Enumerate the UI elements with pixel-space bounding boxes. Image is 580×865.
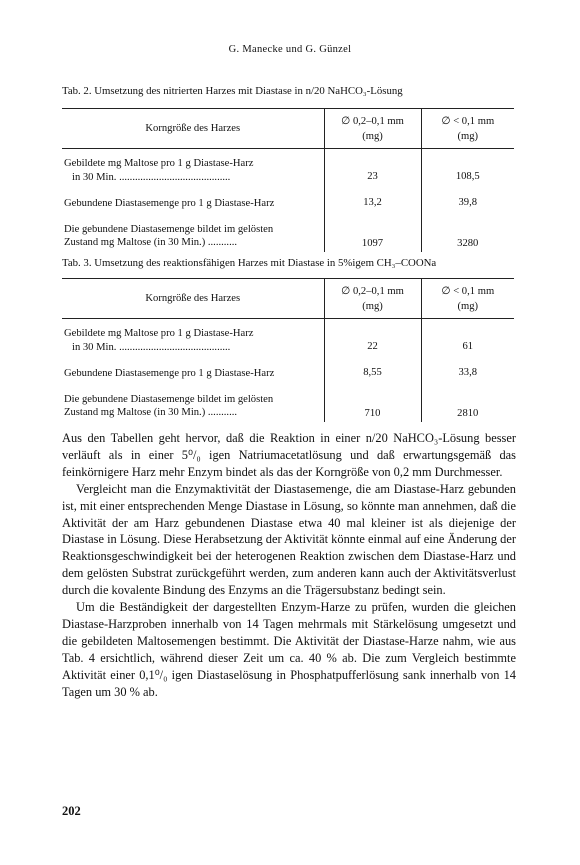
table2-col2-line2: (mg) [457, 130, 479, 142]
table-row [62, 149, 514, 185]
row-label [62, 184, 324, 211]
table3-col2-line2: (mg) [457, 300, 479, 312]
row-label [62, 381, 324, 422]
table-row [62, 184, 514, 211]
table2-caption: Tab. 2. Umsetzung des nitrierten Harzes mit Diastase in n/20 NaHCO₃-Lösung [62, 85, 403, 97]
body-text [62, 430, 516, 701]
row-value-1: 710 [324, 381, 421, 422]
row-value-2: 3280 [421, 211, 514, 252]
paragraph-2: Vergleicht man die Enzymaktivität der Diastasemenge, die am Diastase-Harz gebunden ist, mit einer entsprechenden Menge Diastase in Lösung, so könnte man annehmen, daß die Aktivität der am Harz gebundenen Diastase etwa 40 mal kleiner ist als diejenige der Diastase in Lösung. Diese Herabsetzung der Aktivität könnte einmal auf eine Änderung der Reaktionsgeschwindigkeit bei der heterogenen Reaktion zwischen dem Diastase-Harz und dem gelösten Substrat zurückgeführt werden, zum anderen kann auch der Aktivitätsverlust durch die kovalente Bindung des Enzyms an die Trägersubstanz bedingt sein. [62, 481, 516, 598]
row-value-2: 33,8 [421, 354, 514, 381]
table2 [62, 108, 514, 252]
table3-header-row [62, 279, 514, 319]
table2-col2-line1: ∅ < 0,1 mm [441, 115, 495, 127]
row-label [62, 211, 324, 252]
row-label-line1: Gebundene Diastasemenge pro 1 g Diastase-Harz [64, 367, 275, 379]
table2-col1-line1: ∅ 0,2–0,1 mm [341, 115, 404, 127]
table3-col0-header: Korngröße des Harzes [62, 279, 324, 319]
row-label-line1: Gebildete mg Maltose pro 1 g Diastase-Harz [64, 328, 254, 339]
table2-col0-header: Korngröße des Harzes [62, 109, 324, 149]
row-value-1: 22 [324, 319, 421, 355]
row-value-2: 39,8 [421, 184, 514, 211]
row-label-line2: Zustand mg Maltose (in 30 Min.) ........... [64, 237, 238, 248]
row-label [62, 319, 324, 355]
row-label [62, 149, 324, 185]
running-head: G. Manecke und G. Günzel [228, 44, 352, 55]
row-label-line1: Die gebundene Diastasemenge bildet im gelösten [64, 393, 274, 405]
row-value-2: 2810 [421, 381, 514, 422]
table2-col1-header [324, 109, 421, 149]
row-label-line2: in 30 Min. .......................................... [72, 171, 231, 183]
table3-col2-header [421, 279, 514, 319]
table-row [62, 319, 514, 355]
table2-header-row [62, 109, 514, 149]
table-row [62, 354, 514, 381]
table2-col1-line2: (mg) [362, 130, 383, 142]
table3-col2-line1: ∅ < 0,1 mm [441, 285, 495, 297]
row-value-1: 1097 [324, 211, 421, 252]
row-label-line1: Die gebundene Diastasemenge bildet im gelösten [64, 223, 274, 235]
row-value-1: 13,2 [324, 184, 421, 211]
row-value-1: 23 [324, 149, 421, 185]
paragraph-1: Aus den Tabellen geht hervor, daß die Reaktion in einer n/20 NaHCO₃-Lösung besser verläuft als in einer 5⁰/₀ igen Natriumacetatlösung und daß erwartungsgemäß das feinkörnigere Harz mehr Enzym bindet als das der Korngröße von 0,2 mm Durchmesser. [62, 431, 516, 479]
row-value-1: 8,55 [324, 354, 421, 381]
row-label-line1: Gebundene Diastasemenge pro 1 g Diastase-Harz [64, 197, 275, 209]
table3-col1-line2: (mg) [362, 300, 383, 312]
page-number: 202 [62, 804, 81, 818]
row-label-line2: in 30 Min. .......................................... [72, 341, 231, 353]
table3-caption: Tab. 3. Umsetzung des reaktionsfähigen Harzes mit Diastase in 5%igem CH₃–COONa [62, 257, 437, 269]
table2-col2-header [421, 109, 514, 149]
row-label-line2: Zustand mg Maltose (in 30 Min.) ........... [64, 407, 238, 418]
table3 [62, 278, 514, 422]
row-label-line1: Gebildete mg Maltose pro 1 g Diastase-Harz [64, 158, 254, 169]
paragraph-3: Um die Beständigkeit der dargestellten Enzym-Harze zu prüfen, wurden die gleichen Diastase-Harzproben innerhalb von 14 Tagen mehrmals mit Stärkelösung umgesetzt und die gebildeten Maltosemengen bestimmt. Die Aktivität der Diastase-Harze nahm, wie aus Tab. 4 ersichtlich, während dieser Zeit um ca. 40 % ab. Die zum Vergleich bestimmte Aktivität einer 0,1⁰/₀ igen Diastaselösung in Phosphatpufferlösung sank innerhalb von 14 Tagen um 30 % ab. [62, 600, 516, 699]
table-row [62, 211, 514, 252]
table3-col1-line1: ∅ 0,2–0,1 mm [341, 285, 404, 297]
table3-col1-header [324, 279, 421, 319]
row-label [62, 354, 324, 381]
row-value-2: 61 [421, 319, 514, 355]
table-row [62, 381, 514, 422]
row-value-2: 108,5 [421, 149, 514, 185]
